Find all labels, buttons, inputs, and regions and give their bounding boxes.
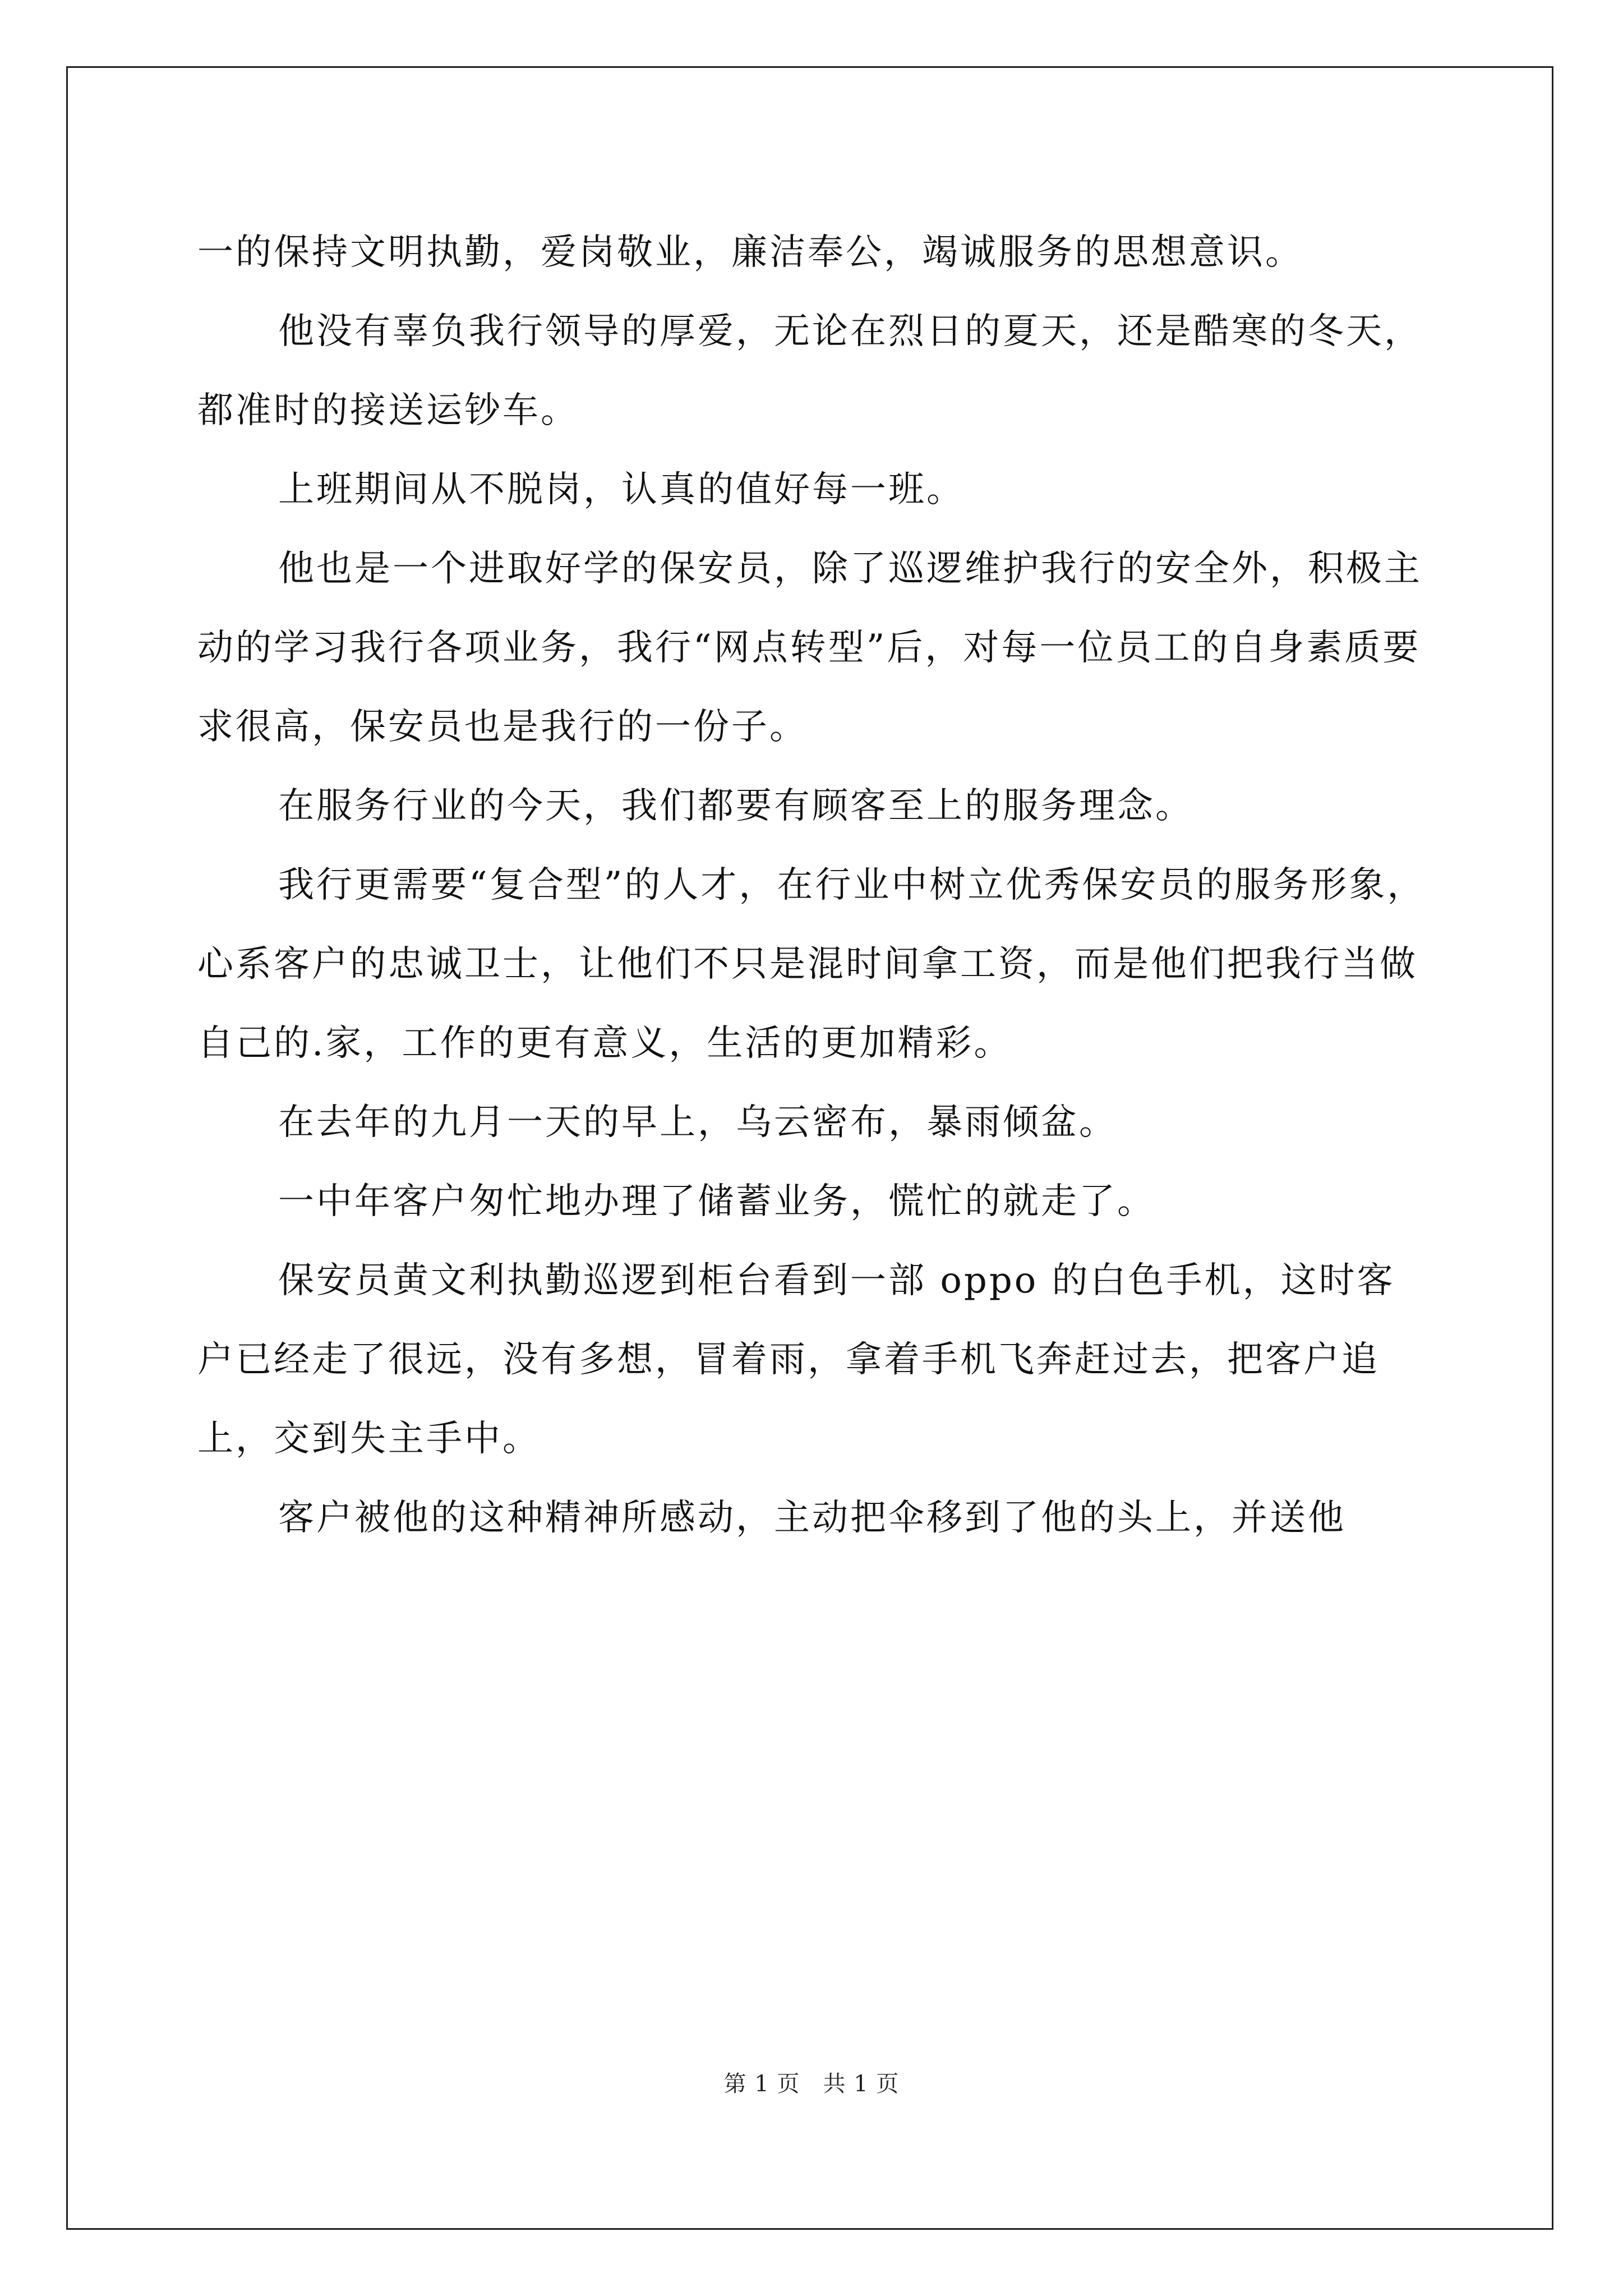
paragraph-6: 我行更需要“复合型”的人才，在行业中树立优秀保安员的服务形象，心系客户的忠诚卫士，让他们不只是混时间拿工资，而是他们把我行当做自己的.家，工作的更有意义，生活的更加精彩。	[197, 864, 1426, 1064]
paragraph-10: 客户被他的这种精神所感动，主动把伞移到了他的头上，并送他	[278, 1497, 1346, 1539]
page-footer: 第 1 页 共 1 页	[723, 2071, 900, 2097]
paragraph-9: 保安员黄文利执勤巡逻到柜台看到一部 oppo 的白色手机，这时客户已经走了很远，没有多想，冒着雨，拿着手机飞奔赶过去，把客户追上，交到失主手中。	[197, 1260, 1395, 1460]
paragraph-5: 在服务行业的今天，我们都要有顾客至上的服务理念。	[278, 785, 1193, 827]
paragraph-4: 他也是一个进取好学的保安员，除了巡逻维护我行的安全外，积极主动的学习我行各项业务，我行“网点转型”后，对每一位员工的自身素质要求很高，保安员也是我行的一份子。	[197, 548, 1422, 748]
paragraph-3: 上班期间从不脱岗，认真的值好每一班。	[278, 469, 965, 510]
paragraph-8: 一中年客户匆忙地办理了储蓄业务，慌忙的就走了。	[278, 1181, 1155, 1222]
paragraph-1: 一的保持文明执勤，爱岗敬业，廉洁奉公，竭诚服务的思想意识。	[197, 232, 1303, 273]
document-body	[197, 213, 1426, 1558]
paragraph-2: 他没有辜负我行领导的厚爱，无论在烈日的夏天，还是酷寒的冬天，都准时的接送运钞车。	[197, 311, 1422, 431]
paragraph-7: 在去年的九月一天的早上，乌云密布，暴雨倾盆。	[278, 1102, 1117, 1143]
